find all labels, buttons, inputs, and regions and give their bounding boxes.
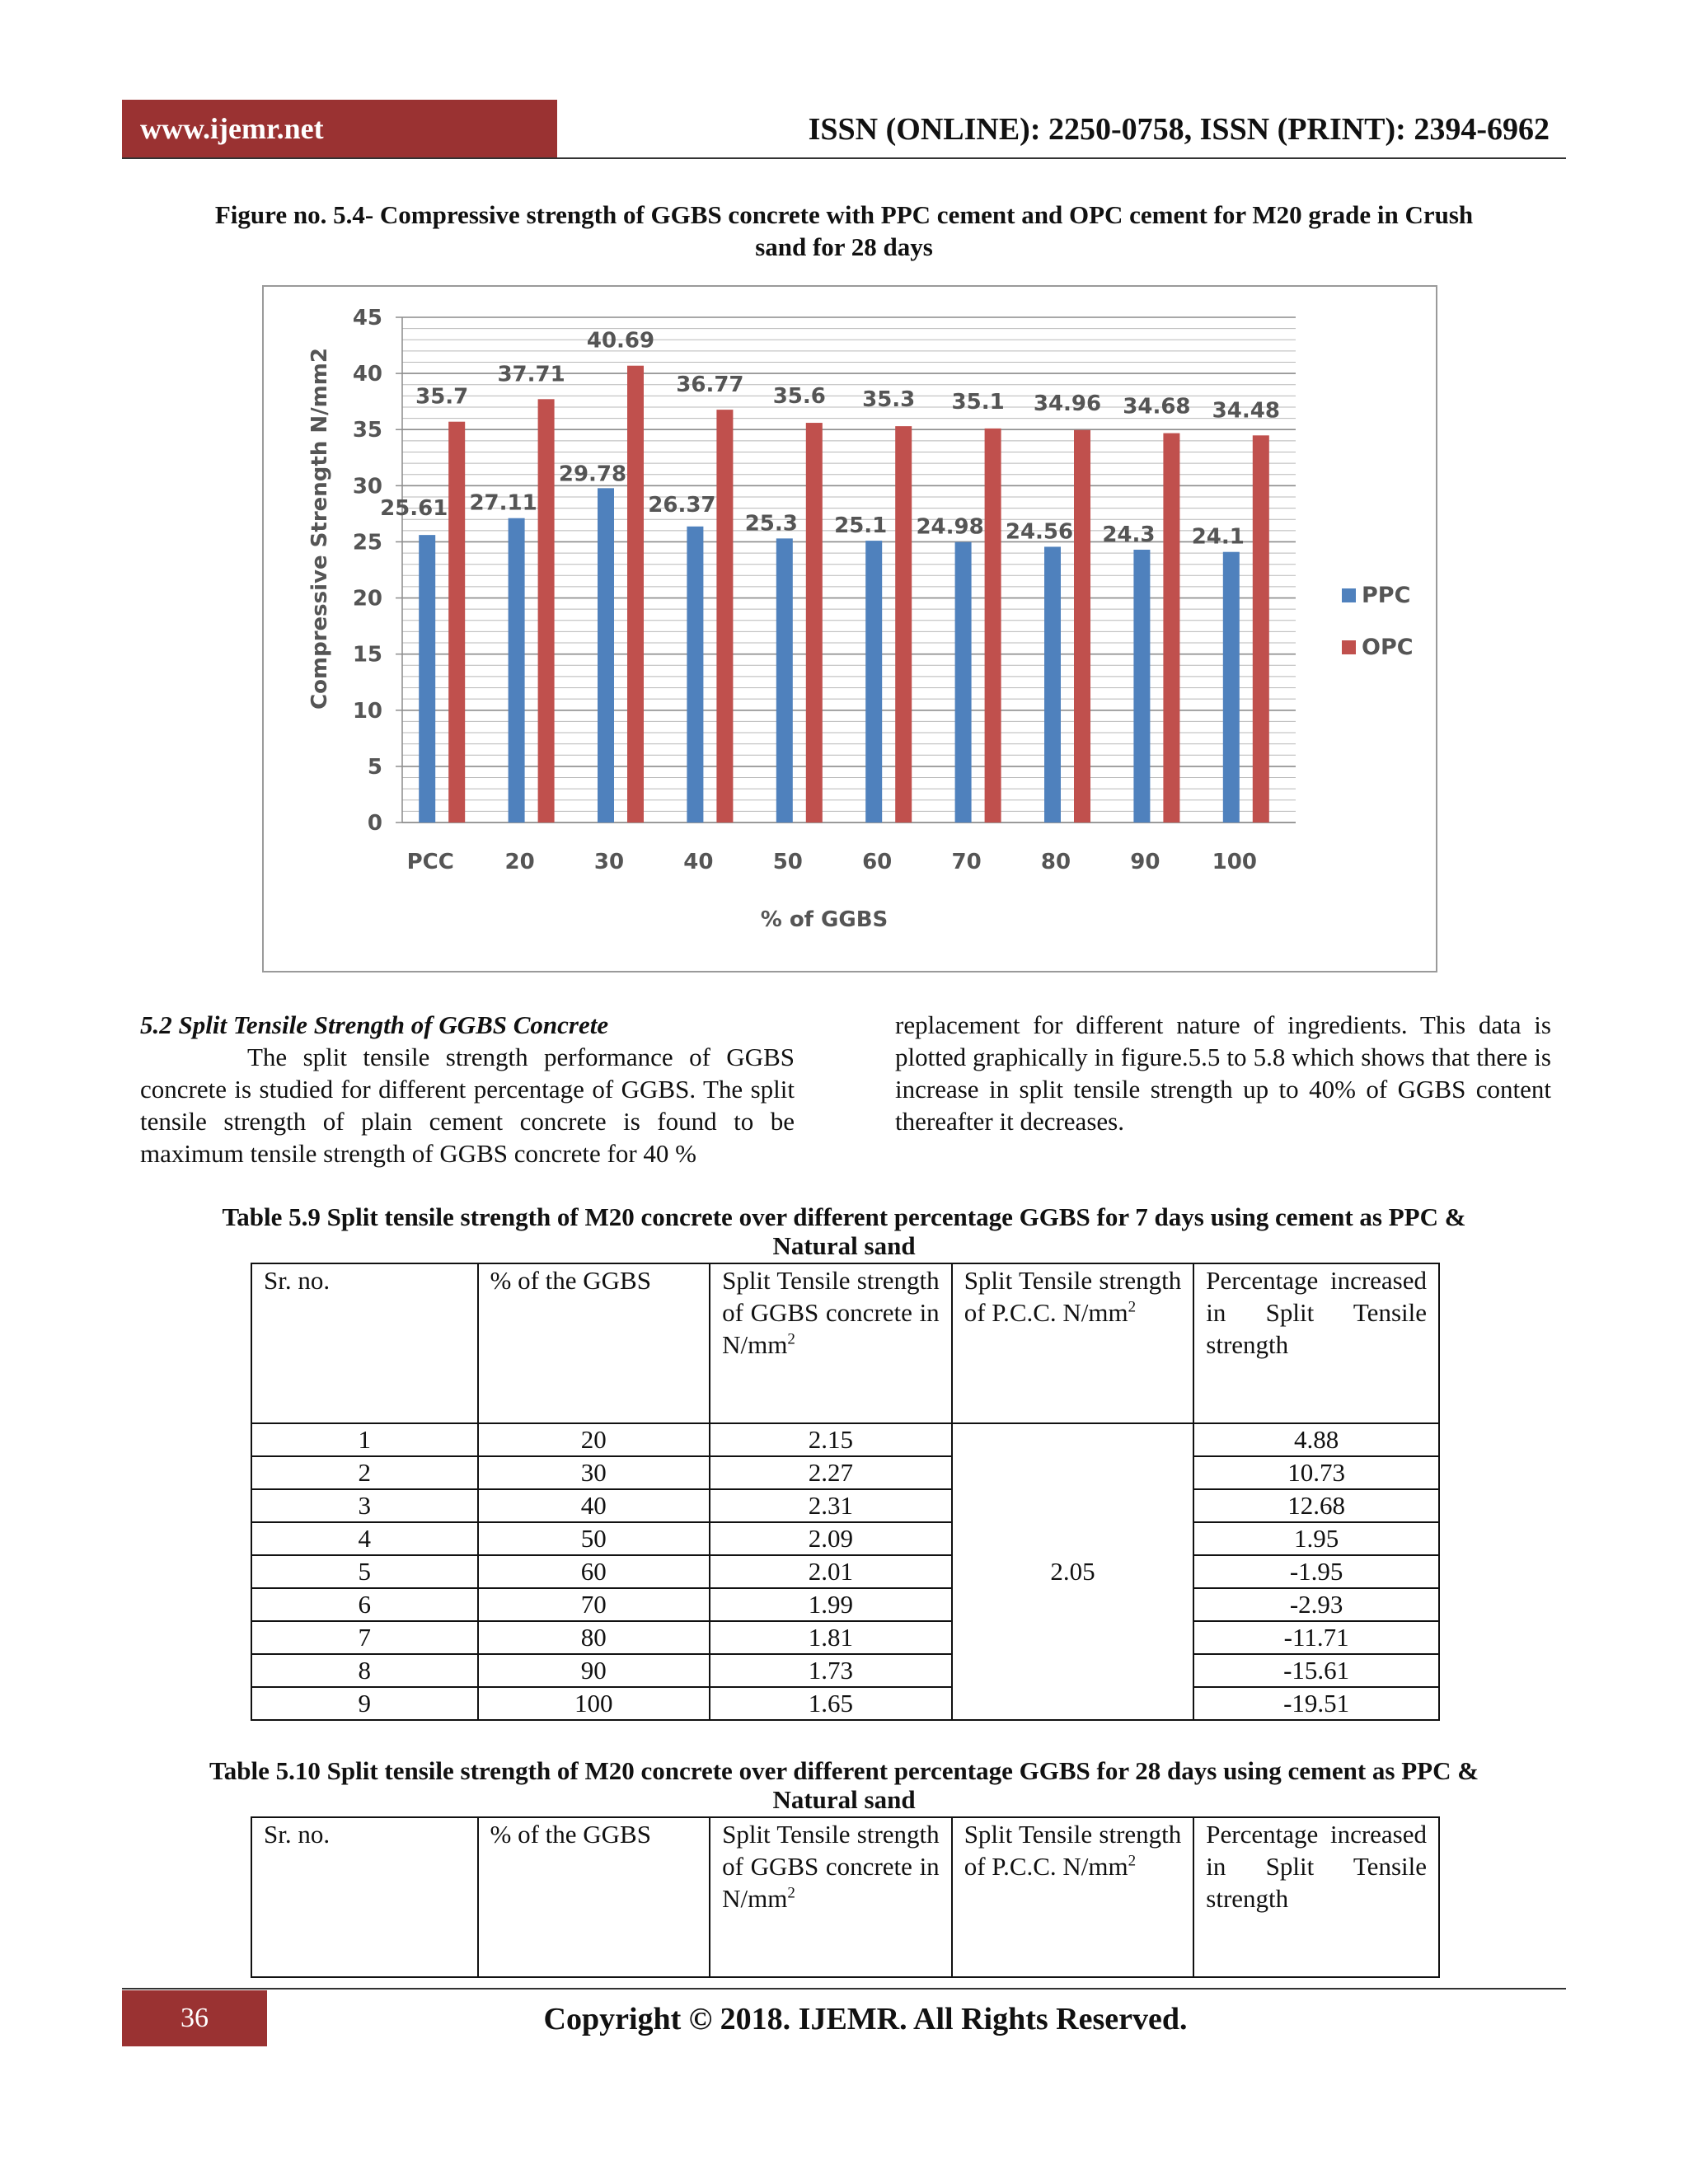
bar-ppc xyxy=(865,541,882,823)
section-right-column xyxy=(895,1009,1551,1137)
table1-caption-line2: Natural sand xyxy=(772,1231,916,1260)
chart-canvas xyxy=(264,287,1436,971)
cell-percent-increase: -1.95 xyxy=(1193,1555,1439,1588)
bar-ppc xyxy=(598,488,614,823)
legend-label-opc: OPC xyxy=(1362,635,1414,660)
table-row xyxy=(251,1621,1439,1654)
footer-divider xyxy=(122,1988,1566,1990)
data-label-opc: 36.77 xyxy=(676,373,744,398)
figure-caption xyxy=(140,199,1548,263)
x-tick-label: 40 xyxy=(683,850,714,874)
data-label-ppc: 24.56 xyxy=(1005,519,1074,545)
data-label-ppc: 24.98 xyxy=(916,514,984,540)
y-tick-label: 0 xyxy=(367,811,382,836)
table1 xyxy=(251,1263,1440,1721)
cell-split-strength: 1.73 xyxy=(710,1654,952,1687)
cell-split-strength: 2.27 xyxy=(710,1456,952,1489)
x-tick-label: 60 xyxy=(862,850,893,874)
cell-ggbs-percent: 60 xyxy=(478,1555,710,1588)
issn-header: ISSN (ONLINE): 2250-0758, ISSN (PRINT): 2394-6962 xyxy=(808,112,1550,147)
cell-ggbs-percent: 90 xyxy=(478,1654,710,1687)
cell-percent-increase: 10.73 xyxy=(1193,1456,1439,1489)
cell-split-strength: 2.09 xyxy=(710,1522,952,1555)
cell-percent-increase: -11.71 xyxy=(1193,1621,1439,1654)
y-axis-label: Compressive Strength N/mm2 xyxy=(307,348,332,710)
table1-header-percentage: Percentage increased in Split Tensile strength xyxy=(1193,1263,1439,1423)
data-label-ppc: 24.1 xyxy=(1191,524,1245,550)
table-row xyxy=(251,1654,1439,1687)
table2-caption-line1: Table 5.10 Split tensile strength of M20 concrete over different percentage GGBS for 28 days using cement as PPC & xyxy=(209,1756,1479,1785)
x-tick-label: 50 xyxy=(772,850,803,874)
section-paragraph-left xyxy=(140,1041,795,1169)
table1-header-pcc-strength-text: Split Tensile strength of P.C.C. N/mm xyxy=(964,1266,1182,1327)
y-tick-label: 20 xyxy=(352,586,382,612)
cell-ggbs-percent: 70 xyxy=(478,1588,710,1621)
data-label-ppc: 27.11 xyxy=(469,490,537,516)
data-label-opc: 40.69 xyxy=(586,328,655,354)
table2-header-ggbs: % of the GGBS xyxy=(478,1817,710,1977)
data-label-ppc: 26.37 xyxy=(648,492,716,518)
table2-header-sr: Sr. no. xyxy=(251,1817,478,1977)
data-label-opc: 35.6 xyxy=(772,384,826,410)
bar-ppc xyxy=(1133,550,1150,823)
journal-website-link[interactable]: www.ijemr.net xyxy=(122,100,557,157)
y-tick-label: 45 xyxy=(352,306,382,330)
table1-header-ggbs-strength-text: Split Tensile strength of GGBS concrete in N/mm xyxy=(722,1266,940,1359)
cell-ggbs-percent: 40 xyxy=(478,1489,710,1522)
cell-percent-increase: -15.61 xyxy=(1193,1654,1439,1687)
x-tick-label: 80 xyxy=(1040,850,1071,874)
data-label-ppc: 25.3 xyxy=(744,511,798,537)
compressive-strength-chart xyxy=(262,285,1437,972)
bar-opc xyxy=(1163,434,1179,823)
table-row xyxy=(251,1489,1439,1522)
table1-header-sr: Sr. no. xyxy=(251,1263,478,1423)
table1-header-ggbs-strength xyxy=(710,1263,952,1423)
x-tick-label: 70 xyxy=(951,850,982,874)
y-tick-label: 40 xyxy=(352,362,382,387)
section-paragraph-right: replacement for different nature of ingredients. This data is plotted graphically in figure.5.5 to 5.8 which shows that there is increase in split tensile strength up to 40% of GGBS content thereafter it decreases. xyxy=(895,1010,1551,1136)
cell-sr-no: 7 xyxy=(251,1621,478,1654)
cell-ggbs-percent: 100 xyxy=(478,1687,710,1720)
data-label-opc: 37.71 xyxy=(497,362,565,387)
bar-opc xyxy=(985,429,1001,823)
table2 xyxy=(251,1816,1440,1978)
cell-split-strength: 2.01 xyxy=(710,1555,952,1588)
unit-superscript: 2 xyxy=(787,1330,795,1348)
bar-ppc xyxy=(419,535,435,823)
table-row xyxy=(251,1423,1439,1456)
table2-header-percentage: Percentage increased in Split Tensile strength xyxy=(1193,1817,1439,1977)
unit-superscript: 2 xyxy=(1128,1852,1137,1870)
header-divider xyxy=(122,157,1566,159)
bar-opc xyxy=(716,410,733,823)
bar-ppc xyxy=(776,538,793,823)
table1-header-pcc-strength xyxy=(952,1263,1194,1423)
unit-superscript: 2 xyxy=(787,1884,795,1902)
data-label-ppc: 29.78 xyxy=(558,462,627,487)
table2-header-row xyxy=(251,1817,1439,1977)
data-label-ppc: 24.3 xyxy=(1102,522,1156,547)
bar-opc xyxy=(448,422,465,823)
table1-caption-line1: Table 5.9 Split tensile strength of M20 concrete over different percentage GGBS for 7 days using cement as PPC & xyxy=(222,1202,1466,1231)
y-tick-label: 25 xyxy=(352,530,382,555)
data-label-opc: 35.7 xyxy=(415,384,469,410)
cell-sr-no: 3 xyxy=(251,1489,478,1522)
data-label-opc: 35.3 xyxy=(862,387,916,413)
data-label-ppc: 25.1 xyxy=(834,513,888,539)
table1-header-row xyxy=(251,1263,1439,1423)
table2-caption-line2: Natural sand xyxy=(772,1785,916,1814)
x-axis-label: % of GGBS xyxy=(760,907,889,932)
cell-sr-no: 5 xyxy=(251,1555,478,1588)
y-tick-label: 15 xyxy=(352,642,382,668)
bar-opc xyxy=(806,423,823,823)
bar-ppc xyxy=(687,527,703,823)
bar-opc xyxy=(1253,435,1269,823)
bar-opc xyxy=(538,399,555,823)
cell-split-strength: 1.65 xyxy=(710,1687,952,1720)
y-tick-label: 5 xyxy=(367,754,382,780)
cell-split-strength: 1.99 xyxy=(710,1588,952,1621)
table-row xyxy=(251,1456,1439,1489)
bar-ppc xyxy=(509,518,525,823)
legend-swatch-opc xyxy=(1342,640,1356,654)
cell-sr-no: 6 xyxy=(251,1588,478,1621)
bar-ppc xyxy=(1223,552,1240,823)
cell-ggbs-percent: 30 xyxy=(478,1456,710,1489)
section-heading: 5.2 Split Tensile Strength of GGBS Concrete xyxy=(140,1010,609,1039)
bar-ppc xyxy=(955,542,972,823)
cell-split-strength: 1.81 xyxy=(710,1621,952,1654)
cell-ggbs-percent: 80 xyxy=(478,1621,710,1654)
legend-swatch-ppc xyxy=(1342,588,1356,602)
table-row xyxy=(251,1522,1439,1555)
table2-caption xyxy=(140,1755,1548,1813)
para-left-text: The split tensile strength performance of GGBS concrete is studied for different percentage of GGBS. The split tensile strength of plain cement concrete is found to be maximum tensile strength of GGBS concrete for 40 % xyxy=(140,1043,795,1168)
table2-header-pcc-strength xyxy=(952,1817,1194,1977)
y-tick-label: 35 xyxy=(352,418,382,443)
table1-caption xyxy=(140,1201,1548,1259)
data-label-ppc: 25.61 xyxy=(380,496,448,522)
bar-opc xyxy=(895,426,912,823)
cell-sr-no: 4 xyxy=(251,1522,478,1555)
page-number: 36 xyxy=(122,1990,267,2046)
table-row xyxy=(251,1588,1439,1621)
y-tick-label: 10 xyxy=(352,698,382,724)
cell-sr-no: 9 xyxy=(251,1687,478,1720)
cell-sr-no: 1 xyxy=(251,1423,478,1456)
y-tick-label: 30 xyxy=(352,474,382,499)
data-label-opc: 35.1 xyxy=(951,389,1005,415)
cell-percent-increase: 4.88 xyxy=(1193,1423,1439,1456)
x-tick-label: 20 xyxy=(504,850,535,874)
table-row xyxy=(251,1687,1439,1720)
data-label-opc: 34.68 xyxy=(1123,394,1191,419)
bar-ppc xyxy=(1044,546,1061,823)
cell-pcc-strength: 2.05 xyxy=(952,1423,1194,1720)
x-tick-label: 30 xyxy=(593,850,625,874)
section-left-column xyxy=(140,1009,795,1169)
bar-opc xyxy=(1074,430,1090,823)
table1-header-ggbs: % of the GGBS xyxy=(478,1263,710,1423)
cell-sr-no: 2 xyxy=(251,1456,478,1489)
table-row xyxy=(251,1555,1439,1588)
table2-header-ggbs-strength-text: Split Tensile strength of GGBS concrete in N/mm xyxy=(722,1820,940,1913)
cell-sr-no: 8 xyxy=(251,1654,478,1687)
cell-split-strength: 2.31 xyxy=(710,1489,952,1522)
cell-ggbs-percent: 50 xyxy=(478,1522,710,1555)
x-tick-label: 90 xyxy=(1130,850,1160,874)
cell-percent-increase: -2.93 xyxy=(1193,1588,1439,1621)
figure-caption-line1: Figure no. 5.4- Compressive strength of GGBS concrete with PPC cement and OPC cement for M20 grade in Crush xyxy=(214,200,1474,229)
figure-caption-line2: sand for 28 days xyxy=(755,232,933,261)
cell-percent-increase: 1.95 xyxy=(1193,1522,1439,1555)
x-tick-label: 100 xyxy=(1212,850,1257,874)
data-label-opc: 34.48 xyxy=(1212,398,1280,424)
table2-header-ggbs-strength xyxy=(710,1817,952,1977)
cell-percent-increase: -19.51 xyxy=(1193,1687,1439,1720)
cell-percent-increase: 12.68 xyxy=(1193,1489,1439,1522)
table2-header-pcc-strength-text: Split Tensile strength of P.C.C. N/mm xyxy=(964,1820,1182,1881)
unit-superscript: 2 xyxy=(1128,1298,1137,1316)
cell-split-strength: 2.15 xyxy=(710,1423,952,1456)
cell-ggbs-percent: 20 xyxy=(478,1423,710,1456)
data-label-opc: 34.96 xyxy=(1033,391,1102,416)
x-tick-label: PCC xyxy=(406,850,454,874)
copyright-notice: Copyright © 2018. IJEMR. All Rights Reserved. xyxy=(543,2002,1188,2036)
bar-opc xyxy=(627,366,644,823)
legend-label-ppc: PPC xyxy=(1362,583,1411,608)
